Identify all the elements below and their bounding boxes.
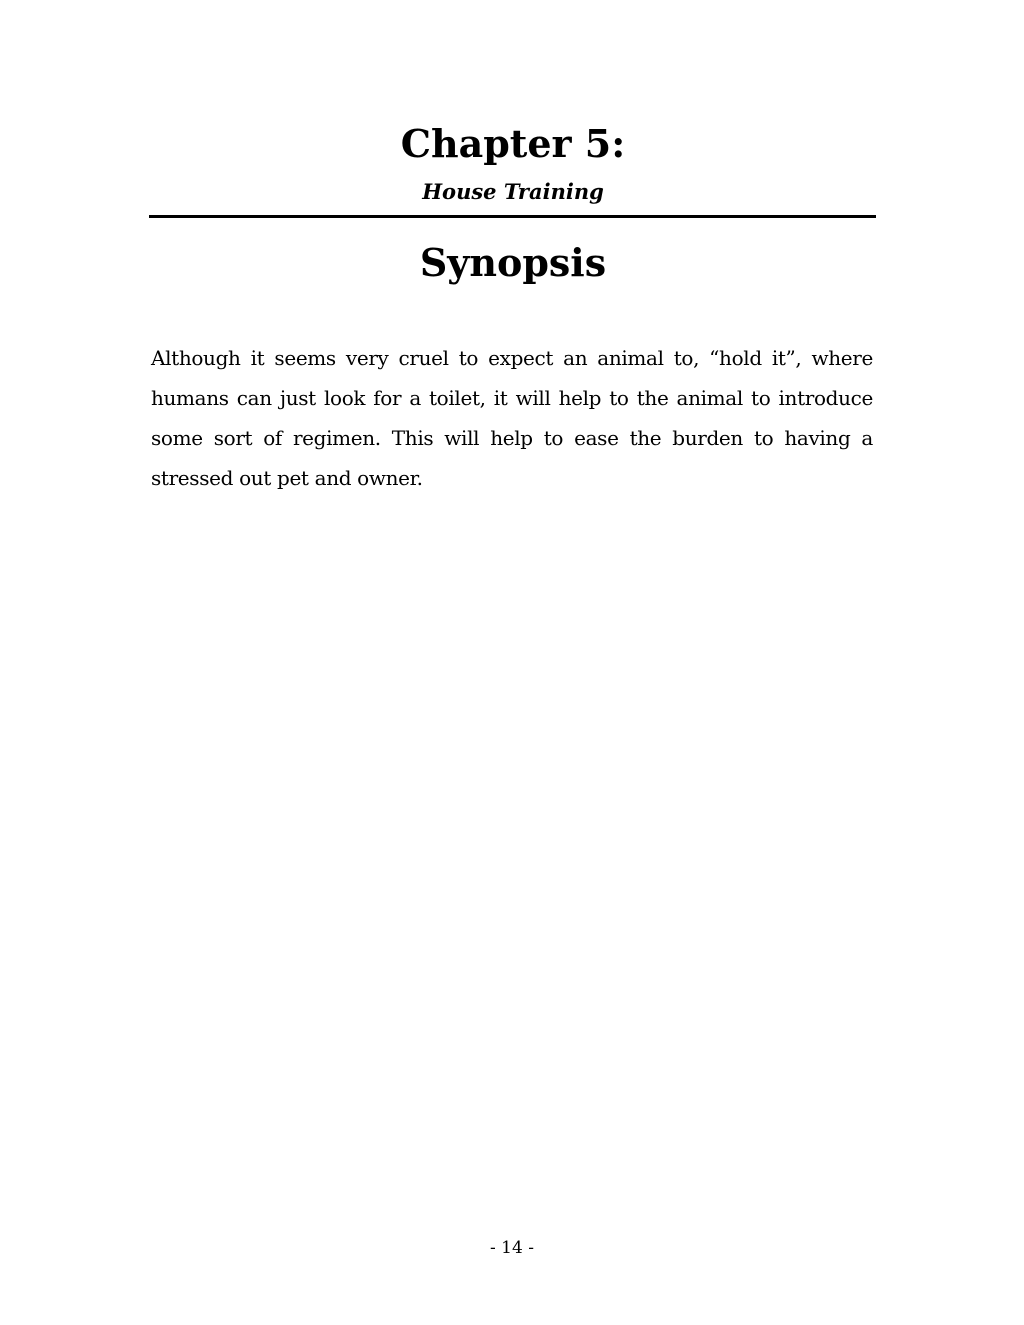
chapter-title: Chapter 5: [400,121,626,166]
page-number: - 14 - [490,1238,534,1258]
title-divider [149,215,876,218]
chapter-subtitle: House Training [422,179,604,204]
section-title: Synopsis [419,240,607,285]
body-paragraph: Although it seems very cruel to expect an animal to, “hold it”, where humans can just look for a toilet, it will help to the animal to introduce some sort of regimen. This will help to ease the burden to having a stressed out pet and owner. [151,346,873,490]
